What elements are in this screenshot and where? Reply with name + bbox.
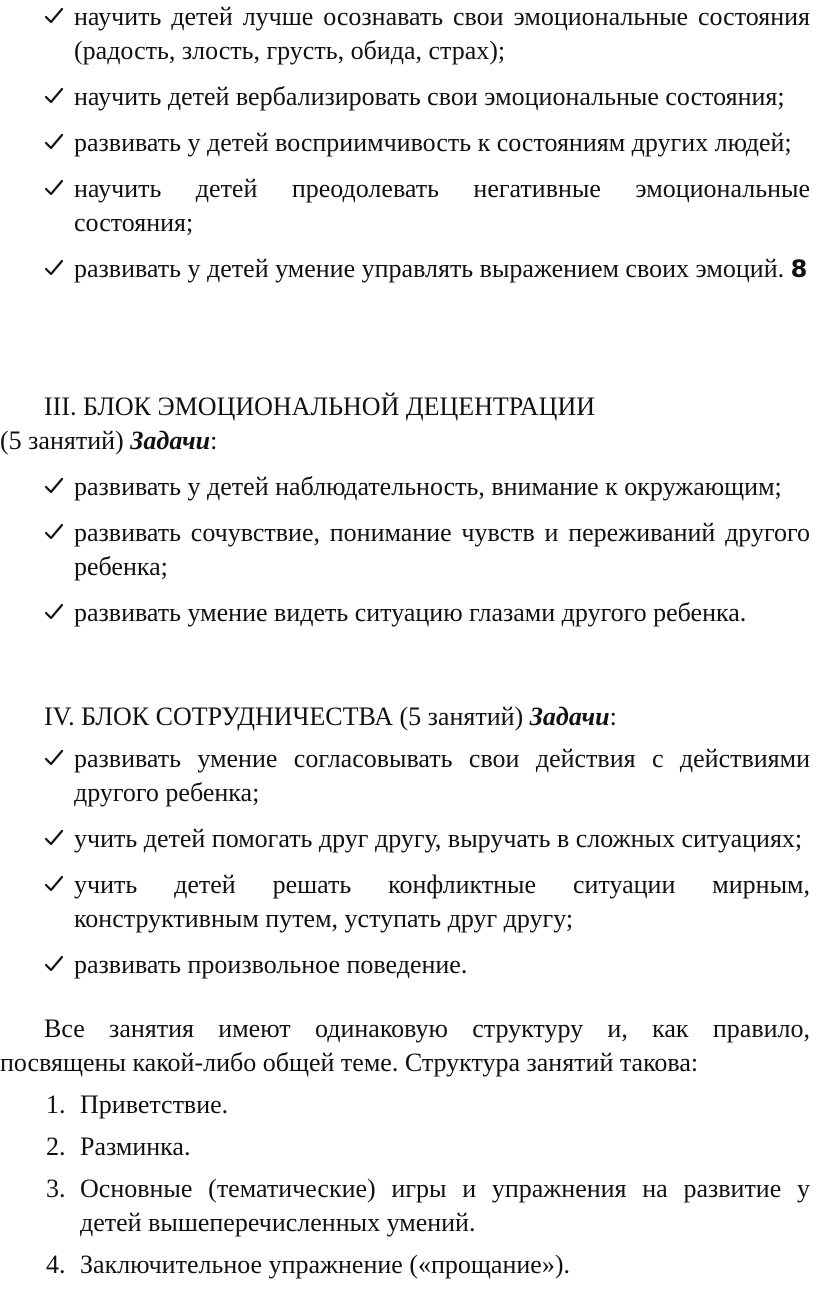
list-item-text: развивать у детей восприимчивость к состояниям других людей; [74,128,792,157]
list-item [0,80,816,114]
block3-tasks-label: Задачи [130,426,211,455]
list-item-text: научить детей лучше осознавать свои эмоциональные состояния (радость, злость, грусть, обида, страх); [74,2,810,65]
list-item-text: Приветствие. [80,1090,229,1119]
list-item-text: Основные (тематические) игры и упражнения на развитие у детей вышеперечисленных умений. [80,1174,810,1237]
list-item-text: развивать умение согласовывать свои действия с действиями другого ребенка; [74,744,810,807]
checkmark-icon [44,172,70,206]
list-item [0,516,816,584]
list-item [0,1248,816,1282]
list-item-number: 3. [46,1174,66,1203]
list-item-text: развивать произвольное поведение. [74,950,468,979]
block4-tasks-label: Задачи [529,702,610,731]
list-item-text: учить детей решать конфликтные ситуации мирным, конструктивным путем, уступать друг другу; [74,870,810,933]
checkmark-icon [44,0,70,34]
structure-paragraph: Все занятия имеют одинаковую структуру и, как правило, посвящены какой-либо общей теме. Структура занятий такова: [0,1014,810,1077]
list-item-number: 2. [46,1132,66,1161]
block3-task-list [0,470,816,630]
list-item-number: 4. [46,1250,66,1279]
list-item [0,1130,816,1164]
checkmark-icon [44,80,70,114]
list-item [0,1088,816,1122]
block3-count: (5 занятий) [0,426,124,455]
list-item-text: учить детей помогать друг другу, выручать в сложных ситуациях; [74,824,803,853]
block2-task-list [0,0,816,286]
checkmark-icon [44,596,70,630]
block3-subtitle: (5 занятий) Задачи: [0,426,218,455]
list-item [0,252,816,286]
checkmark-icon [44,868,70,902]
list-item [0,948,816,982]
checkmark-icon [44,126,70,160]
list-item [0,126,816,160]
checkmark-icon [44,252,70,286]
structure-list [0,1088,816,1282]
list-item-text: развивать у детей наблюдательность, внимание к окружающим; [74,472,782,501]
block3-title: III. БЛОК ЭМОЦИОНАЛЬНОЙ ДЕЦЕНТРАЦИИ [44,392,596,421]
checkmark-icon [44,822,70,856]
list-item [0,822,816,856]
page-marker: 8 [790,255,808,283]
checkmark-icon [44,470,70,504]
list-item-text: научить детей вербализировать свои эмоциональные состояния; [74,82,785,111]
list-item-number: 1. [46,1090,66,1119]
list-item-text: научить детей преодолевать негативные эмоциональные состояния; [74,174,810,237]
list-item [0,868,816,936]
block4-title: IV. БЛОК СОТРУДНИЧЕСТВА (5 занятий) Задачи: [44,702,617,731]
list-item [0,470,816,504]
checkmark-icon [44,742,70,776]
checkmark-icon [44,516,70,550]
list-item-text: Разминка. [80,1132,191,1161]
checkmark-icon [44,948,70,982]
list-item [0,1172,816,1240]
block4-task-list [0,742,816,982]
block4-count: (5 занятий) [399,702,524,731]
list-item-text: развивать умение видеть ситуацию глазами другого ребенка. [74,598,747,627]
list-item-text: развивать у детей умение управлять выражением своих эмоций. [74,254,785,283]
list-item [0,0,816,68]
list-item-text: развивать сочувствие, понимание чувств и переживаний другого ребенка; [74,518,810,581]
list-item [0,172,816,240]
list-item [0,742,816,810]
list-item-text: Заключительное упражнение («прощание»). [80,1250,571,1279]
list-item [0,596,816,630]
